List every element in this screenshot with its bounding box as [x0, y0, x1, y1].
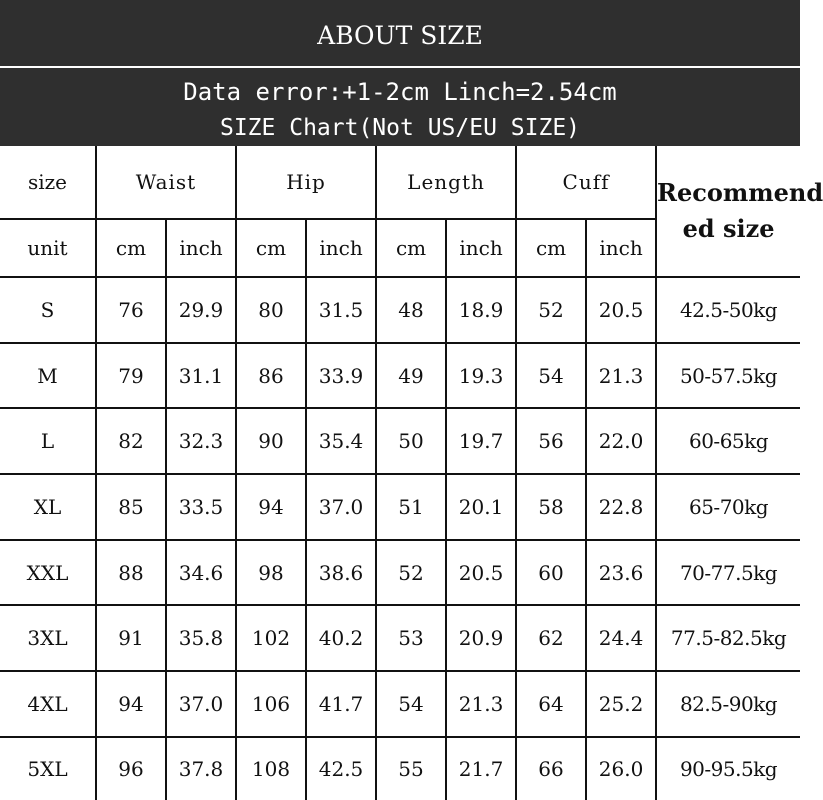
measurement-cell: 24.4 [586, 605, 656, 671]
measurement-cell: 35.8 [166, 605, 236, 671]
recommended-weight-cell: 82.5-90kg [656, 671, 800, 737]
measurement-cell: 60 [516, 540, 586, 606]
hip-header: Hip [236, 146, 376, 219]
unit-cell: inch [166, 219, 236, 277]
measurement-cell: 35.4 [306, 408, 376, 474]
measurement-cell: 41.7 [306, 671, 376, 737]
measurement-cell: 98 [236, 540, 306, 606]
measurement-cell: 54 [516, 343, 586, 409]
size-name-cell: XL [0, 474, 96, 540]
size-chart-table [0, 146, 823, 800]
measurement-cell: 22.0 [586, 408, 656, 474]
measurement-cell: 18.9 [446, 277, 516, 343]
measurement-cell: 25.2 [586, 671, 656, 737]
measurement-cell: 80 [236, 277, 306, 343]
table-row [0, 277, 800, 343]
measurement-cell: 52 [516, 277, 586, 343]
measurement-cell: 49 [376, 343, 446, 409]
measurement-cell: 32.3 [166, 408, 236, 474]
measurement-cell: 29.9 [166, 277, 236, 343]
measurement-cell: 37.8 [166, 737, 236, 800]
measurement-cell: 58 [516, 474, 586, 540]
measurement-cell: 23.6 [586, 540, 656, 606]
measurement-cell: 108 [236, 737, 306, 800]
cuff-header: Cuff [516, 146, 656, 219]
measurement-cell: 85 [96, 474, 166, 540]
measurement-cell: 20.5 [446, 540, 516, 606]
table-row [0, 343, 800, 409]
recommended-weight-cell: 77.5-82.5kg [656, 605, 800, 671]
measurement-cell: 91 [96, 605, 166, 671]
measurement-cell: 86 [236, 343, 306, 409]
recommended-weight-cell: 60-65kg [656, 408, 800, 474]
measurement-cell: 21.3 [586, 343, 656, 409]
unit-row-label: unit [0, 219, 96, 277]
measurement-cell: 26.0 [586, 737, 656, 800]
measurement-cell: 96 [96, 737, 166, 800]
measurement-cell: 90 [236, 408, 306, 474]
measurement-cell: 62 [516, 605, 586, 671]
measurement-cell: 31.1 [166, 343, 236, 409]
measurement-cell: 37.0 [306, 474, 376, 540]
measurement-cell: 79 [96, 343, 166, 409]
size-chart-note: SIZE Chart(Not US/EU SIZE) [219, 115, 581, 141]
measurement-cell: 94 [236, 474, 306, 540]
measurement-cell: 21.7 [446, 737, 516, 800]
measurement-cell: 102 [236, 605, 306, 671]
unit-cell: cm [96, 219, 166, 277]
measurement-cell: 88 [96, 540, 166, 606]
measurement-cell: 31.5 [306, 277, 376, 343]
measurement-cell: 19.7 [446, 408, 516, 474]
measurement-cell: 22.8 [586, 474, 656, 540]
measurement-cell: 33.5 [166, 474, 236, 540]
recommend-label-line1: Recommend [657, 178, 823, 207]
table-row [0, 737, 800, 800]
measurement-cell: 33.9 [306, 343, 376, 409]
table-row [0, 408, 800, 474]
unit-cell: cm [516, 219, 586, 277]
measurement-cell: 53 [376, 605, 446, 671]
measurement-cell: 82 [96, 408, 166, 474]
size-name-cell: 4XL [0, 671, 96, 737]
measurement-cell: 21.3 [446, 671, 516, 737]
measurement-cell: 66 [516, 737, 586, 800]
table-row [0, 605, 800, 671]
measurement-cell: 34.6 [166, 540, 236, 606]
recommended-weight-cell: 90-95.5kg [656, 737, 800, 800]
table-row [0, 671, 800, 737]
recommended-size-header [656, 146, 823, 277]
measurement-cell: 48 [376, 277, 446, 343]
measurement-cell: 50 [376, 408, 446, 474]
measurement-cell: 94 [96, 671, 166, 737]
size-name-cell: L [0, 408, 96, 474]
unit-cell: inch [306, 219, 376, 277]
measurement-cell: 55 [376, 737, 446, 800]
waist-header: Waist [96, 146, 236, 219]
size-name-cell: XXL [0, 540, 96, 606]
table-row [0, 540, 800, 606]
data-error-note: Data error:+1-2cm Linch=2.54cm [183, 78, 617, 106]
table-row [0, 474, 800, 540]
size-name-cell: S [0, 277, 96, 343]
unit-cell: inch [446, 219, 516, 277]
measurement-cell: 42.5 [306, 737, 376, 800]
size-name-cell: M [0, 343, 96, 409]
measurement-cell: 38.6 [306, 540, 376, 606]
measurement-cell: 54 [376, 671, 446, 737]
recommended-weight-cell: 70-77.5kg [656, 540, 800, 606]
measurement-cell: 52 [376, 540, 446, 606]
recommend-label-line2: ed size [682, 214, 775, 243]
size-name-cell: 5XL [0, 737, 96, 800]
measurement-cell: 56 [516, 408, 586, 474]
recommended-weight-cell: 50-57.5kg [656, 343, 800, 409]
measurement-cell: 51 [376, 474, 446, 540]
size-name-cell: 3XL [0, 605, 96, 671]
measurement-cell: 40.2 [306, 605, 376, 671]
measurement-cell: 20.9 [446, 605, 516, 671]
length-header: Length [376, 146, 516, 219]
recommended-weight-cell: 65-70kg [656, 474, 800, 540]
unit-cell: cm [236, 219, 306, 277]
recommended-weight-cell: 42.5-50kg [656, 277, 800, 343]
size-column-header: size [0, 146, 96, 219]
measurement-cell: 76 [96, 277, 166, 343]
measurement-cell: 20.1 [446, 474, 516, 540]
table-header-row [0, 146, 800, 219]
unit-cell: inch [586, 219, 656, 277]
measurement-cell: 20.5 [586, 277, 656, 343]
page-title: ABOUT SIZE [0, 0, 800, 66]
measurement-cell: 106 [236, 671, 306, 737]
size-note-banner [0, 68, 800, 146]
measurement-cell: 37.0 [166, 671, 236, 737]
measurement-cell: 19.3 [446, 343, 516, 409]
measurement-cell: 64 [516, 671, 586, 737]
unit-cell: cm [376, 219, 446, 277]
